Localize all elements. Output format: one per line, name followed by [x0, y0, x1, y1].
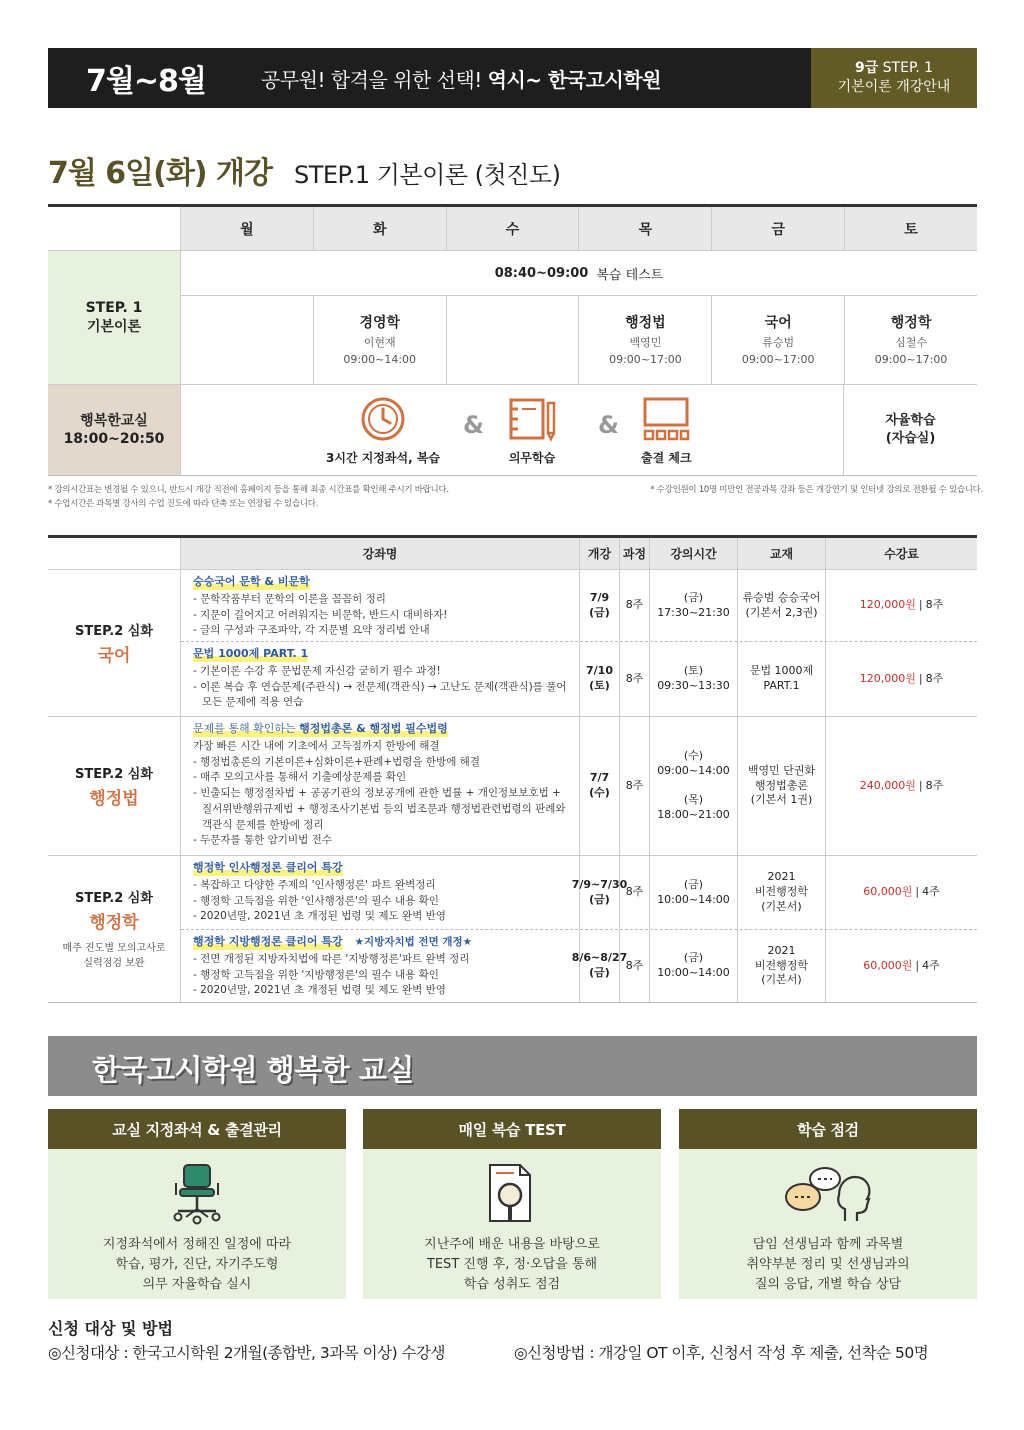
notebook-pencil-icon: [506, 395, 558, 443]
table-row: [181, 856, 977, 930]
open-day: (금): [589, 966, 610, 979]
card-daily-test: [363, 1109, 661, 1299]
subject-row: [181, 296, 977, 384]
step1-label: [48, 251, 181, 384]
price-separator: |: [918, 598, 923, 612]
time-cell: [650, 930, 738, 1002]
desc-line: - 행정학 고득점을 위한 '인사행정론'의 필수 내용 확인: [193, 894, 439, 907]
open-day: (수): [589, 786, 610, 799]
time-range: 09:00~14:00: [657, 763, 730, 777]
open-date-cell: [580, 570, 620, 641]
book-line: 백영민 단권화: [747, 763, 816, 777]
price-weeks: 8주: [925, 598, 944, 612]
period-label: 7월~8월: [86, 64, 206, 99]
course-title: 문법 1000제 PART. 1: [193, 647, 309, 660]
card-line: 취약부분 정리 및 선생님과의: [746, 1257, 910, 1273]
subject-label: 행정법: [89, 789, 139, 809]
book-line: 행정법총론: [754, 778, 809, 792]
card-line: 담임 선생님과 함께 과목별: [752, 1237, 904, 1252]
book-cell: [738, 642, 826, 716]
header-course-name: 강좌명: [181, 538, 580, 569]
card-line: 지정좌석에서 정해진 일정에 따라: [102, 1237, 292, 1252]
header-book: 교재: [738, 538, 826, 569]
desc-line: - 2020년말, 2021년 초 개정된 법령 및 제도 완벽 반영: [193, 910, 446, 923]
price-weeks: 4주: [922, 885, 940, 899]
book-cell: [738, 930, 826, 1002]
teacher-name: 백영민: [629, 336, 662, 349]
desc-line: - 빈출되는 행정절차법 + 공공기관의 정보공개에 관한 법률 + 개인정보보호법 +: [193, 787, 561, 800]
weeks-cell: 8주: [620, 570, 650, 641]
price-separator: |: [918, 778, 923, 792]
time-cell: [650, 856, 738, 929]
weeks-cell: 8주: [620, 642, 650, 716]
desc-line: - 2020년말, 2021년 초 개정된 법령 및 제도 완벽 반영: [193, 984, 446, 997]
price-separator: |: [918, 671, 923, 685]
price: 60,000원: [863, 885, 913, 899]
apply-title: 신청 대상 및 방법: [48, 1319, 173, 1338]
course-desc: [181, 717, 580, 855]
day-thu: 목: [579, 207, 712, 250]
desc-line: 질서위반행위규제법 + 행정조사기본법 등의 법조문과 행정법관련법령의 판례와: [202, 802, 566, 815]
happy-classroom-title: 한국고시학원 행복한 교실: [92, 1053, 414, 1087]
review-time: 08:40~09:00: [494, 265, 589, 281]
card-text: [363, 1235, 661, 1295]
desc-line: - 행정법총론의 기본이론+심화이론+판례+법령을 한방에 해결: [193, 755, 480, 768]
book-line: 문법 1000제: [749, 664, 814, 678]
note-line: 매주 진도별 모의고사로: [62, 943, 166, 954]
step1-content: [181, 251, 977, 384]
time-cell: [650, 717, 738, 855]
course-desc: [181, 642, 580, 716]
time-day: (수): [683, 748, 704, 762]
header-banner: [48, 48, 977, 108]
course-title-plain: 문제를 통해 확인하는: [193, 722, 300, 735]
review-label: 복습 테스트: [596, 267, 664, 283]
weeks-cell: 8주: [620, 717, 650, 855]
card-title: 교실 지정좌석 & 출결관리: [48, 1109, 346, 1149]
table-row: [181, 570, 977, 642]
open-date: 7/9~7/30: [571, 877, 628, 891]
open-date-cell: [580, 717, 620, 855]
self-study-cell: [844, 385, 977, 475]
subject-fri: [712, 296, 845, 384]
book-line: PART.1: [763, 679, 800, 692]
ampersand: &: [598, 411, 619, 439]
consultation-icon: [783, 1161, 873, 1227]
header-fee: 수강료: [884, 547, 919, 561]
admin-law-rows: [181, 717, 977, 855]
desc-line: - 기본이론 수강 후 문법문제 자신감 굳히기 필수 과정!: [193, 664, 441, 677]
price: 120,000원: [859, 598, 916, 612]
day-tue: 화: [314, 207, 447, 250]
card-icon-wrap: [679, 1161, 977, 1227]
course-header-corner: [48, 538, 181, 569]
time-day: (금): [683, 877, 704, 891]
office-chair-icon: [164, 1161, 230, 1227]
step-label: STEP.2 심화: [75, 624, 153, 639]
desc-line: 모든 문제에 적용 연습: [202, 696, 304, 709]
open-date: 8/6~8/27: [571, 951, 628, 965]
public-admin-rows: [181, 856, 977, 1002]
public-admin-note: [63, 941, 166, 971]
price: 60,000원: [863, 958, 913, 972]
time-cell: [650, 642, 738, 716]
desc-line: - 지문이 길어지고 어려워지는 비문학, 반드시 대비하자!: [193, 608, 448, 621]
time-cell: [650, 570, 738, 641]
book-cell: [738, 856, 826, 929]
subject-time: 09:00~17:00: [609, 352, 682, 366]
time-range: 09:30~13:30: [657, 679, 730, 692]
weeks-cell: 8주: [620, 930, 650, 1002]
course-header: [48, 538, 977, 570]
banner-tag: [811, 48, 977, 108]
apply-info: [48, 1341, 983, 1363]
card-text: [48, 1235, 346, 1295]
price-weeks: 8주: [925, 778, 944, 792]
subject-wed: [447, 296, 580, 384]
desc-line: - 문학작품부터 문학의 이론을 꼼꼼히 정리: [193, 592, 386, 605]
step1-row: [48, 251, 977, 385]
table-row: [181, 717, 977, 855]
card-line: 학습 성취도 점검: [463, 1277, 561, 1293]
book-cell: [738, 570, 826, 641]
happy-classroom-banner: [48, 1036, 977, 1096]
schedule-corner: [48, 207, 181, 250]
desc-line: 객관식 문제를 한방에 정리: [202, 818, 324, 831]
subject-time: 09:00~17:00: [874, 352, 948, 366]
course-table: [48, 535, 977, 1003]
book-line: 비전행정학: [754, 958, 809, 972]
subject-name: 행정법: [625, 315, 666, 331]
time-day: (목): [683, 793, 704, 807]
open-day: (금): [589, 892, 610, 906]
day-mon: 월: [181, 207, 314, 250]
note-right: * 수강인원이 10명 미만인 전공과목 강좌 등은 개강연기 및 인터넷 강의로 전환될 수 있습니다.: [650, 485, 983, 495]
attendance-item: [641, 395, 692, 466]
korean-block: [48, 570, 977, 717]
desc-line: - 전면 개정된 지방자치법에 따른 '지방행정론'파트 완벽 정리: [193, 952, 470, 965]
self-study-line1: 자율학습: [885, 413, 936, 429]
course-title: 승승국어 문학 & 비문학: [193, 575, 310, 588]
day-wed: 수: [447, 207, 580, 250]
card-line: TEST 진행 후, 정·오답을 통해: [426, 1257, 598, 1273]
ampersand: &: [463, 411, 484, 439]
time-range: 10:00~14:00: [657, 892, 730, 906]
card-title: 매일 복습 TEST: [363, 1109, 661, 1149]
open-day: (토): [589, 679, 610, 692]
happy-label-line1: 행복한교실: [80, 412, 148, 429]
price: 240,000원: [859, 778, 916, 792]
fee-cell: [826, 930, 977, 1002]
book-line: (기본서): [761, 973, 802, 987]
fee-cell: [826, 570, 977, 641]
slogan-bold: 역시~ 한국고시학원: [487, 67, 661, 92]
card-line: 학습, 평가, 진단, 자기주도형: [115, 1257, 279, 1273]
tag-rest: STEP. 1: [878, 60, 934, 77]
apply-target: ◎신청대상 : 한국고시학원 2개월(종합반, 3과목 이상) 수강생: [48, 1344, 445, 1362]
card-icon-wrap: [48, 1161, 346, 1227]
open-date: 7/10: [586, 664, 613, 678]
course-desc: [181, 856, 580, 929]
admin-law-block: [48, 717, 977, 856]
price: 120,000원: [859, 671, 916, 685]
teacher-name: 류승범: [762, 336, 795, 349]
book-line: (기본서 2,3권): [745, 605, 818, 619]
desc-line: - 매주 모의고사를 통해서 기출예상문제를 확인: [193, 771, 407, 784]
desc-line: - 두문자를 통한 암기비법 전수: [193, 834, 332, 847]
desc-line: 가장 빠른 시간 내에 기초에서 고득점까지 한방에 해결: [193, 739, 440, 752]
open-date: 7/7: [589, 771, 610, 785]
card-line: 지난주에 배운 내용을 바탕으로: [424, 1237, 600, 1252]
time-range: 17:30~21:30: [657, 605, 730, 619]
seat-review-item: [326, 395, 440, 466]
public-admin-label: [48, 856, 181, 1002]
apply-method: ◎신청방법 : 개강일 OT 이후, 신청서 작성 후 제출, 선착순 50명: [514, 1344, 929, 1362]
subject-name: 경영학: [359, 315, 401, 331]
book-cell: [738, 717, 826, 855]
card-seat-attendance: [48, 1109, 346, 1299]
time-range: 18:00~21:00: [657, 808, 730, 822]
open-day: (금): [589, 605, 610, 619]
teacher-name: 심철수: [895, 336, 927, 349]
banner-tag-line1: [855, 59, 933, 78]
price-separator: |: [915, 958, 920, 972]
open-date-cell: [580, 642, 620, 716]
subject-time: 09:00~17:00: [741, 352, 815, 366]
subject-thu: [579, 296, 712, 384]
subject-sat: [845, 296, 977, 384]
subject-mon: [181, 296, 314, 384]
card-icon-wrap: [363, 1161, 661, 1227]
weeks-cell: 8주: [620, 856, 650, 929]
korean-rows: [181, 570, 977, 716]
note-line: 실력점검 보완: [83, 958, 145, 969]
day-sat: 토: [904, 221, 918, 238]
step1-label-line1: STEP. 1: [85, 300, 143, 317]
header-time: 강의시간: [650, 538, 738, 569]
course-title-row: [193, 935, 472, 952]
table-row: [181, 930, 977, 1002]
fee-cell: [826, 642, 977, 716]
card-study-check: [679, 1109, 977, 1299]
time-day: (금): [683, 590, 704, 604]
happy-class-label: [48, 385, 181, 475]
clock-icon: [359, 395, 407, 443]
course-subtitle: STEP.1 기본이론 (첫진도): [293, 161, 561, 189]
happy-item-label: 3시간 지정좌석, 복습: [326, 451, 441, 465]
table-row: [181, 642, 977, 716]
subject-name: 행정학: [890, 315, 932, 331]
course-title: [193, 722, 448, 737]
happy-class-items: [181, 385, 844, 475]
course-title: 행정학 지방행정론 클리어 특강: [193, 935, 343, 948]
schedule-header: [48, 207, 977, 251]
course-title-bold: 행정법총론 & 행정법 필수법령: [299, 722, 448, 735]
subject-name: 국어: [764, 315, 792, 331]
attendance-board-icon: [641, 395, 691, 443]
admin-law-label: [48, 717, 181, 855]
time-day: (토): [683, 664, 704, 678]
happy-item-label: 출결 체크: [641, 451, 692, 465]
open-date: 7월 6일(화) 개강: [48, 156, 272, 191]
course-title: 행정학 인사행정론 클리어 특강: [193, 861, 343, 874]
revision-badge: ★지방자치법 전면 개정★: [354, 936, 473, 948]
time-day: (금): [683, 951, 704, 965]
price-weeks: 8주: [925, 671, 944, 685]
desc-line: - 글의 구성과 구조파악, 각 지문별 요약 정리법 안내: [193, 624, 430, 637]
course-desc: [181, 570, 580, 641]
desc-line: - 행정학 고득점을 위한 '지방행정론'의 필수 내용 확인: [193, 968, 439, 981]
mandatory-study-item: [506, 395, 558, 466]
course-desc: [181, 930, 580, 1002]
banner-tag-line2: 기본이론 개강안내: [837, 79, 951, 95]
step-label: STEP.2 심화: [75, 767, 153, 782]
happy-item-label: 의무학습: [508, 451, 556, 465]
card-title: 학습 점검: [679, 1109, 977, 1149]
card-line: 질의 응답, 개별 학습 상담: [754, 1277, 902, 1293]
header-open: 개강: [580, 538, 620, 569]
review-test-bar: [181, 251, 977, 296]
subject-label: 행정학: [89, 913, 139, 933]
open-date-cell: [571, 930, 628, 1002]
magnifier-document-icon: [482, 1161, 542, 1227]
price-separator: |: [915, 885, 920, 899]
book-line: 비전행정학: [754, 885, 809, 899]
book-line: (기본서 1권): [750, 793, 813, 807]
page-title: [48, 148, 560, 192]
happy-class-row: [48, 385, 977, 475]
tag-bold: 9급: [854, 60, 879, 77]
day-fri: 금: [712, 207, 845, 250]
schedule-notes: [48, 483, 983, 512]
korean-label: [48, 570, 181, 716]
book-line: (기본서): [761, 899, 802, 913]
subject-tue: [314, 296, 447, 384]
note-left-2: * 수업시간은 과목별 강사의 수업 진도에 따라 단축 또는 연장될 수 있습니다.: [48, 499, 319, 510]
open-date-cell: [571, 856, 628, 929]
desc-line: - 복잡하고 다양한 주제의 '인사행정론' 파트 완벽정리: [193, 878, 436, 891]
slogan-plain: 공무원! 합격을 위한 선택!: [261, 67, 488, 92]
teacher-name: 이현재: [363, 336, 396, 349]
price-weeks: 4주: [922, 958, 940, 972]
card-text: [679, 1235, 977, 1295]
subject-time: 09:00~14:00: [343, 352, 417, 366]
public-admin-block: [48, 856, 977, 1002]
book-line: 2021: [767, 870, 796, 884]
self-study-line2: (자습실): [885, 431, 936, 446]
time-range: 10:00~14:00: [657, 966, 730, 979]
open-date: 7/9: [589, 590, 610, 604]
book-line: 류승범 승승국어: [742, 590, 821, 604]
fee-cell: [826, 856, 977, 929]
schedule-table: [48, 204, 977, 476]
fee-cell: [826, 717, 977, 855]
card-line: 의무 자율학습 실시: [142, 1277, 252, 1293]
book-line: 2021: [767, 943, 796, 957]
step1-label-line2: 기본이론: [86, 318, 142, 335]
desc-line: - 이론 복습 후 연습문제(주관식) → 전문제(객관식) → 고난도 문제(객관식)를 풀어: [193, 680, 567, 693]
header-course: 과정: [620, 538, 650, 569]
note-left-1: * 강의시간표는 변경될 수 있으니, 반드시 개강 직전에 홈페이지 등을 통해 최종 시간표를 확인해 주시기 바랍니다.: [48, 485, 449, 495]
subject-label: 국어: [97, 646, 131, 666]
step-label: STEP.2 심화: [75, 891, 153, 906]
happy-label-line2: 18:00~20:50: [63, 431, 165, 447]
